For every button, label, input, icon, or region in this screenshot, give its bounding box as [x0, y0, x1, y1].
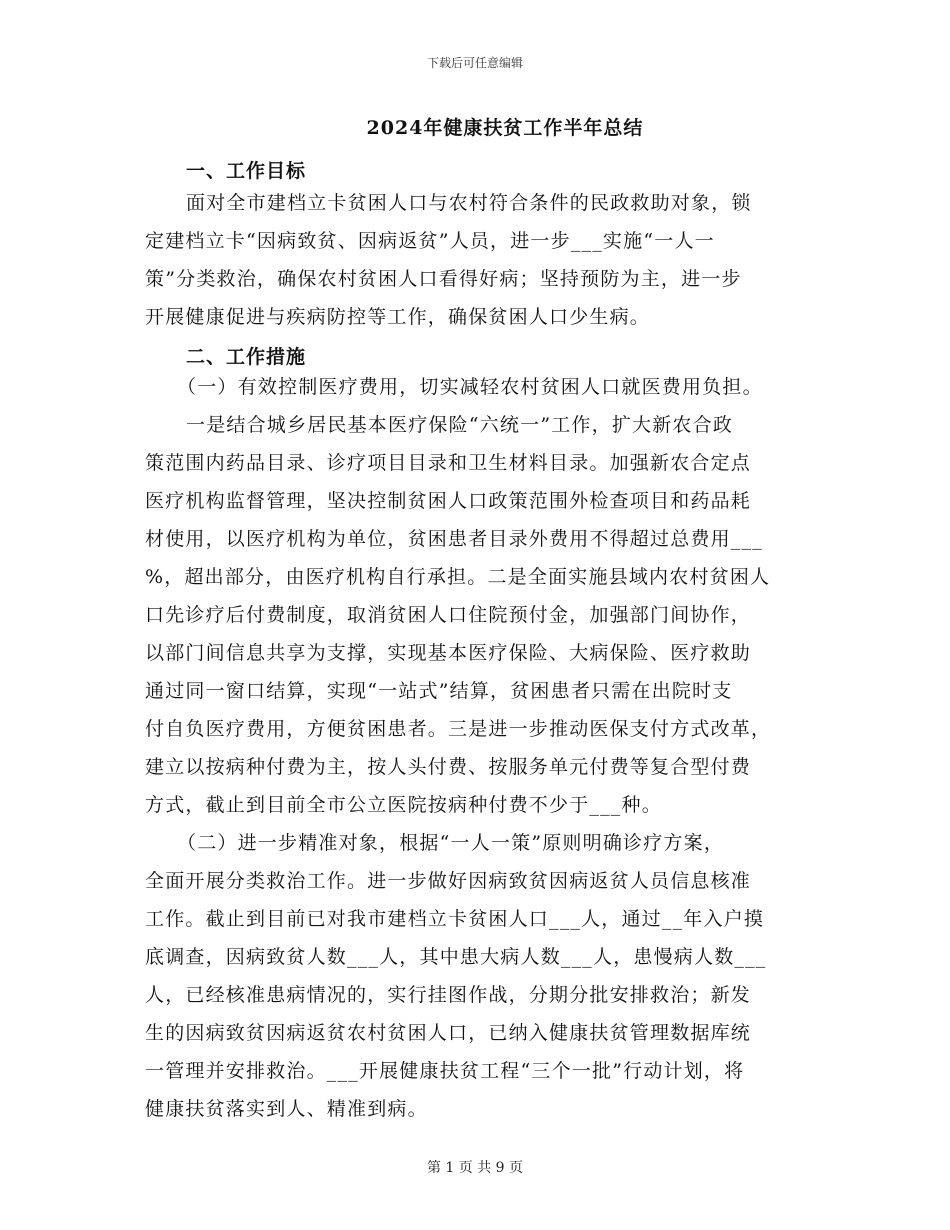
paragraph-line: 底调查，因病致贫人数___人，其中患大病人数___人，患慢病人数___: [145, 946, 767, 968]
paragraph-line: 工作。截止到目前已对我市建档立卡贫困人口___人，通过__年入户摸: [145, 908, 765, 930]
paragraph-line: 一管理并安排救治。___开展健康扶贫工程“三个一批”行动计划，将: [145, 1060, 745, 1082]
paragraph-line: 医疗机构监督管理，坚决控制贫困人口政策范围外检查项目和药品耗: [145, 490, 752, 512]
paragraph-line: 一是结合城乡居民基本医疗保险“六统一”工作，扩大新农合政: [186, 414, 734, 436]
paragraph-line: 付自负医疗费用，方便贫困患者。三是进一步推动医保支付方式改革，: [145, 718, 772, 740]
paragraph-line: 人，已经核准患病情况的，实行挂图作战，分期分批安排救治；新发: [145, 984, 752, 1006]
section-heading-measures: 二、工作措施: [186, 346, 307, 368]
paragraph-line: 通过同一窗口结算，实现“一站式”结算，贫困患者只需在出院时支: [145, 680, 733, 702]
paragraph-line: 建立以按病种付费为主，按人头付费、按服务单元付费等复合型付费: [145, 756, 752, 778]
paragraph-line: （二）进一步精准对象，根据“一人一策”原则明确诊疗方案，: [177, 832, 725, 854]
paragraph-line: 全面开展分类救治工作。进一步做好因病致贫因病返贫人员信息核准: [145, 870, 752, 892]
paragraph-line: 面对全市建档立卡贫困人口与农村符合条件的民政救助对象，锁: [186, 192, 752, 214]
paragraph-line: 以部门间信息共享为支撑，实现基本医疗保险、大病保险、医疗救助: [145, 642, 752, 664]
paragraph-line: 方式，截止到目前全市公立医院按病种付费不少于___种。: [145, 794, 662, 816]
header-note: 下载后可任意编辑: [426, 56, 523, 70]
section-heading-goals: 一、工作目标: [186, 160, 307, 182]
paragraph-line: 生的因病致贫因病返贫农村贫困人口，已纳入健康扶贫管理数据库统: [145, 1022, 752, 1044]
paragraph-line: 开展健康促进与疾病防控等工作，确保贫困人口少生病。: [145, 306, 651, 328]
paragraph-line: 材使用，以医疗机构为单位，贫困患者目录外费用不得超过总费用___: [145, 528, 763, 550]
paragraph-line: 策”分类救治，确保农村贫困人口看得好病；坚持预防为主，进一步: [145, 268, 742, 290]
paragraph-line: %，超出部分，由医疗机构自行承担。二是全面实施县域内农村贫困人: [145, 566, 771, 588]
document-title: 2024年健康扶贫工作半年总结: [366, 117, 644, 139]
paragraph-line: 策范围内药品目录、诊疗项目目录和卫生材料目录。加强新农合定点: [145, 452, 752, 474]
paragraph-line: （一）有效控制医疗费用，切实减轻农村贫困人口就医费用负担。: [177, 376, 763, 398]
paragraph-line: 定建档立卡“因病致贫、因病返贫”人员，进一步___实施“一人一: [145, 230, 715, 252]
paragraph-line: 健康扶贫落实到人、精准到病。: [145, 1098, 428, 1120]
paragraph-line: 口先诊疗后付费制度，取消贫困人口住院预付金，加强部门间协作，: [145, 604, 752, 626]
page-number: 第 1 页 共 9 页: [426, 1160, 524, 1176]
